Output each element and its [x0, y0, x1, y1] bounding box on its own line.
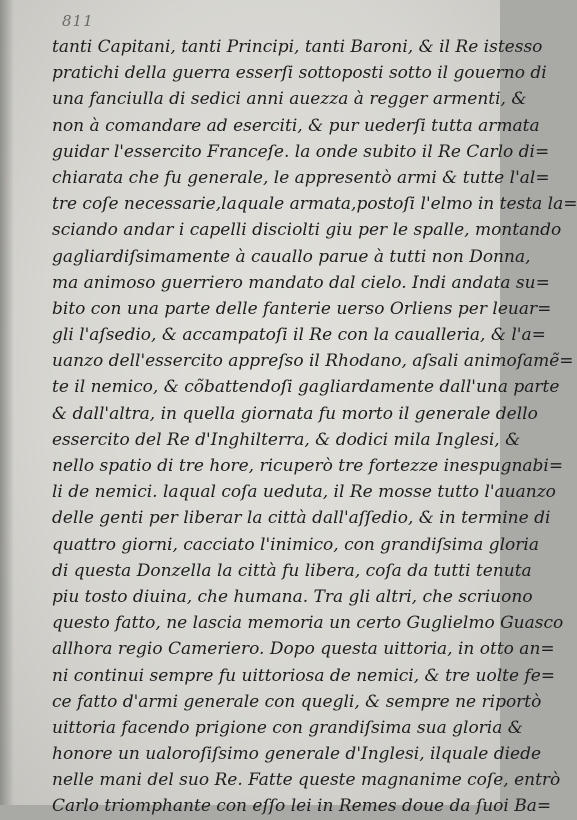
- text-line: questo fatto, ne lascia memoria un certo Guglielmo Guasco: [52, 613, 564, 634]
- text-line: nelle mani del suo Re. Fatte queste magnanime coſe, entrò: [52, 770, 561, 791]
- text-line: uittoria facendo prigione con grandiſsima sua gloria &: [52, 717, 523, 738]
- text-line: non à comandare ad eserciti, & pur uederſi tutta armata: [52, 115, 540, 136]
- text-line: essercito del Re d'Inghilterra, & dodici mila Inglesi, &: [52, 429, 521, 450]
- text-line: honore un ualoroſiſsimo generale d'Inglesi, ilquale diede: [52, 744, 542, 765]
- text-line: piu tosto diuina, che humana. Tra gli altri, che scriuono: [52, 586, 533, 607]
- text-line: quattro giorni, cacciato l'inimico, con grandiſsima gloria: [52, 534, 539, 555]
- text-line: nello spatio di tre hore, ricuperò tre fortezze inespugnabi=: [52, 456, 564, 476]
- text-line: sciando andar i capelli disciolti giu per le spalle, montando: [52, 220, 562, 241]
- text-line: pratichi della guerra esserſi sottoposti sotto il gouerno di: [52, 63, 547, 84]
- binding-shadow: [0, 0, 14, 805]
- text-line: guidar l'essercito Franceſe. la onde subito il Re Carlo di=: [52, 141, 550, 162]
- text-line: allhora regio Cameriero. Dopo questa uittoria, in otto an=: [52, 639, 555, 660]
- text-line: chiarata che fu generale, le appresentò armi & tutte l'al=: [52, 167, 550, 188]
- text-line: gagliardiſsimamente à cauallo parue à tutti non Donna,: [52, 246, 531, 267]
- text-line: ce fatto d'armi generale con quegli, & sempre ne riportò: [52, 691, 542, 712]
- text-line: te il nemico, & cõbattendoſi gagliardamente dall'una parte: [52, 377, 560, 398]
- text-line: bito con una parte delle fanterie uerso Orliens per leuar=: [52, 298, 552, 319]
- text-line: li de nemici. laqual coſa ueduta, il Re mosse tutto l'auanzo: [52, 482, 556, 503]
- text-line: tanti Capitani, tanti Principi, tanti Baroni, & il Re istesso: [52, 37, 543, 57]
- text-line: tre coſe necessarie,laquale armata,postoſi l'elmo in testa la=: [52, 194, 577, 215]
- text-line: delle genti per liberar la città dall'aſſedio, & in termine di: [52, 508, 551, 529]
- text-line: una fanciulla di sedici anni auezza à regger armenti, &: [52, 89, 527, 110]
- text-line: uanzo dell'essercito appreſso il Rhodano, aſsali animoſamẽ=: [52, 351, 574, 372]
- text-line: & dall'altra, in quella giornata fu morto il generale dello: [52, 403, 538, 424]
- text-line: ni continui sempre fu uittoriosa de nemici, & tre uolte fe=: [52, 665, 556, 686]
- text-line: Carlo triomphante con eſſo lei in Remes doue da ſuoi Ba=: [52, 796, 552, 817]
- text-line: di questa Donzella la città fu libera, coſa da tutti tenuta: [52, 560, 532, 581]
- text-line: gli l'aſsedio, & accampatoſi il Re con la caualleria, & l'a=: [52, 325, 546, 346]
- text-line: ma animoso guerriero mandato dal cielo. Indi andata su=: [52, 272, 550, 293]
- page-number: 811: [62, 12, 94, 30]
- body-text: [52, 34, 577, 820]
